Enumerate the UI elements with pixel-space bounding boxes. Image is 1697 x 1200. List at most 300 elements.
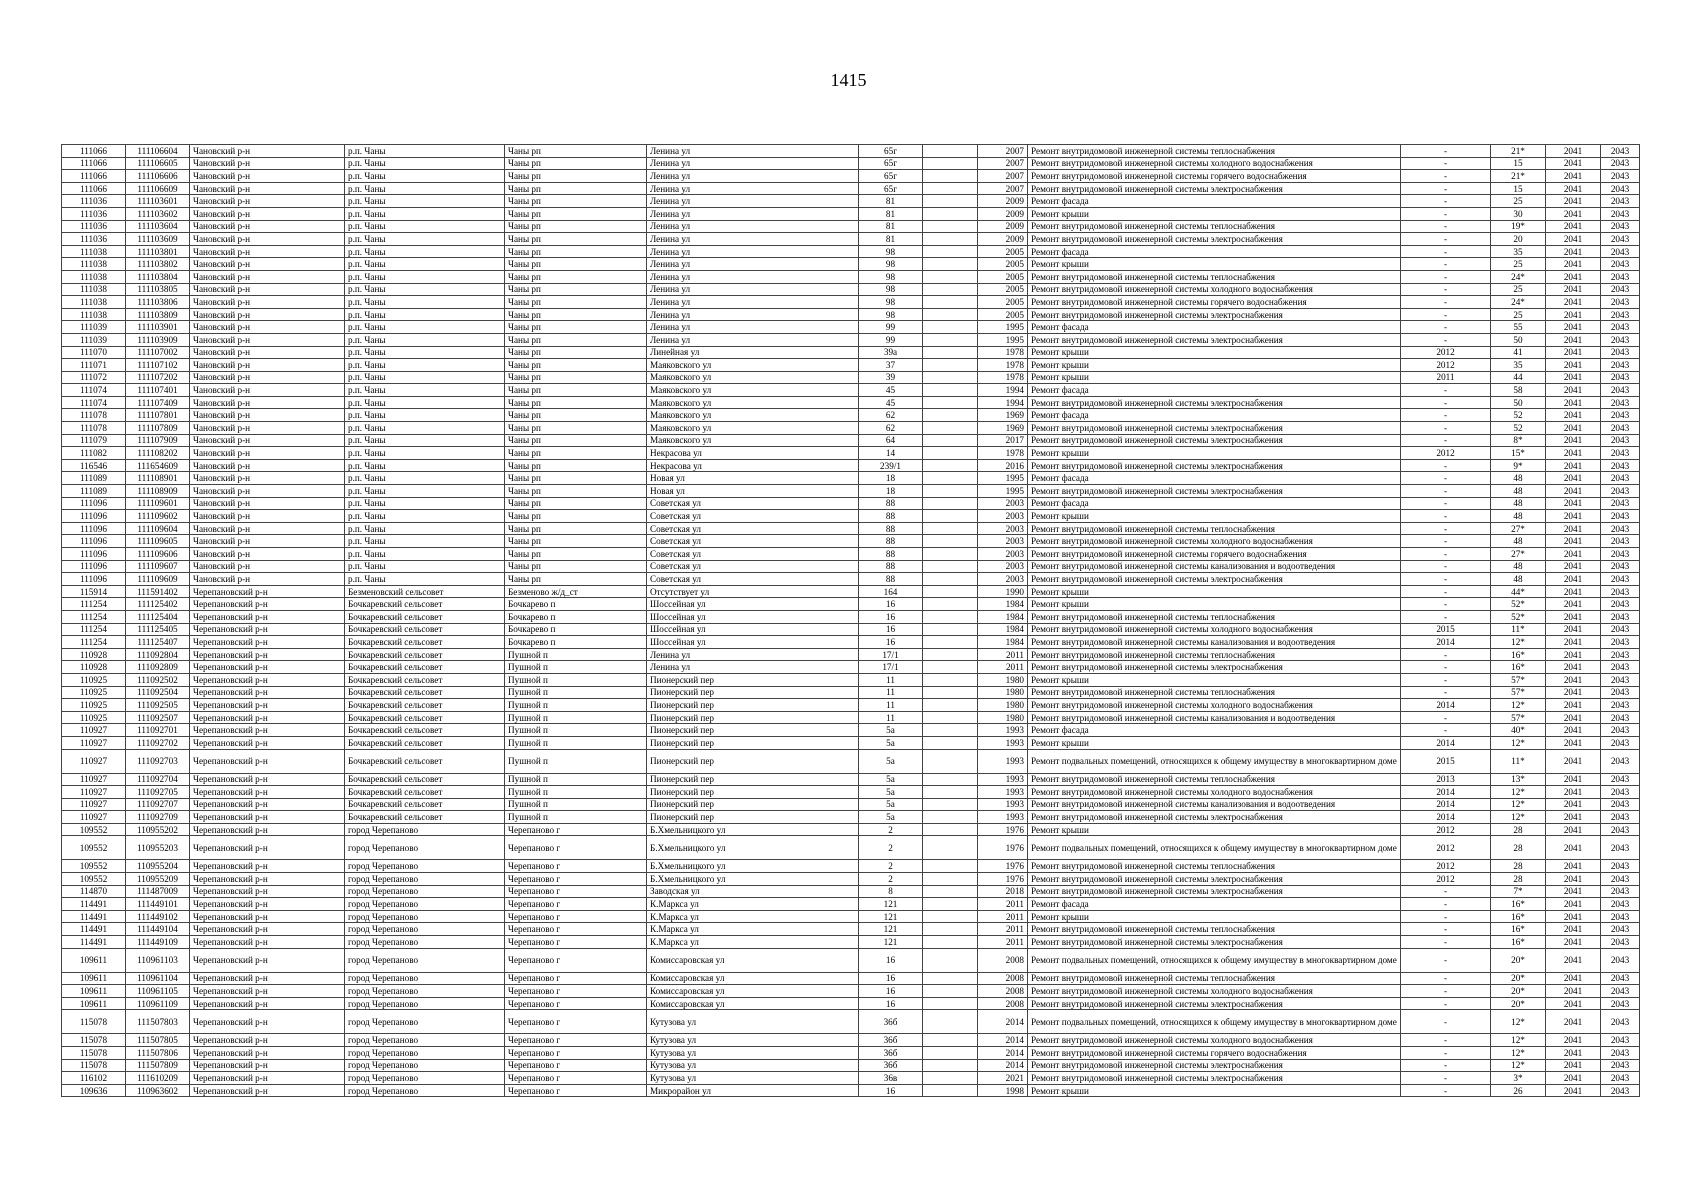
cell-work-type: Ремонт внутридомовой инженерной системы холодного водоснабжения (1028, 535, 1401, 548)
cell-house-number: 45 (859, 384, 923, 397)
cell-building-letter (923, 220, 978, 233)
table-row (62, 661, 1640, 674)
cell-municipality: р.п. Чаны (345, 535, 505, 548)
cell-district: Чановский р-н (190, 283, 345, 296)
cell-wear-percent: 12* (1491, 636, 1546, 649)
cell-building-letter (923, 384, 978, 397)
cell-last-repair-year: - (1401, 510, 1491, 523)
cell-building-letter (923, 145, 978, 158)
table-row (62, 811, 1640, 824)
table-row (62, 270, 1640, 283)
cell-street: Пионерский пер (647, 773, 859, 786)
cell-street: Кутузова ул (647, 1072, 859, 1085)
cell-wear-percent: 55 (1491, 321, 1546, 334)
cell-wear-percent: 28 (1491, 873, 1546, 886)
cell-settlement: Бочкарево п (505, 598, 647, 611)
cell-street: Советская ул (647, 573, 859, 586)
cell-building-id: 109611 (62, 948, 126, 972)
cell-plan-end-year: 2043 (1601, 522, 1640, 535)
cell-plan-start-year: 2041 (1546, 560, 1601, 573)
cell-wear-percent: 15 (1491, 157, 1546, 170)
cell-wear-percent: 7* (1491, 885, 1546, 898)
cell-district: Черепановский р-н (190, 623, 345, 636)
cell-work-type: Ремонт внутридомовой инженерной системы электроснабжения (1028, 1059, 1401, 1072)
cell-wear-percent: 16* (1491, 898, 1546, 911)
cell-work-id: 111092505 (126, 699, 190, 712)
cell-building-letter (923, 724, 978, 737)
table-row (62, 396, 1640, 409)
cell-year-built: 2005 (978, 296, 1028, 309)
cell-plan-end-year: 2043 (1601, 773, 1640, 786)
cell-house-number: 99 (859, 321, 923, 334)
table-row (62, 346, 1640, 359)
cell-district: Черепановский р-н (190, 823, 345, 836)
cell-last-repair-year: - (1401, 384, 1491, 397)
cell-work-id: 111103809 (126, 308, 190, 321)
table-row (62, 610, 1640, 623)
table-row (62, 220, 1640, 233)
cell-year-built: 2003 (978, 497, 1028, 510)
cell-work-id: 111125404 (126, 610, 190, 623)
cell-wear-percent: 28 (1491, 823, 1546, 836)
cell-building-letter (923, 673, 978, 686)
cell-work-id: 111109604 (126, 522, 190, 535)
cell-district: Чановский р-н (190, 346, 345, 359)
cell-house-number: 5а (859, 811, 923, 824)
cell-building-letter (923, 798, 978, 811)
cell-district: Черепановский р-н (190, 860, 345, 873)
table-row (62, 648, 1640, 661)
cell-work-type: Ремонт подвальных помещений, относящихся к общему имуществу в многоквартирном доме (1028, 836, 1401, 860)
cell-district: Черепановский р-н (190, 724, 345, 737)
cell-work-type: Ремонт внутридомовой инженерной системы холодного водоснабжения (1028, 623, 1401, 636)
cell-plan-start-year: 2041 (1546, 598, 1601, 611)
cell-year-built: 2016 (978, 459, 1028, 472)
cell-settlement: Чаны рп (505, 157, 647, 170)
cell-work-id: 111107409 (126, 396, 190, 409)
cell-street: Советская ул (647, 522, 859, 535)
cell-street: Советская ул (647, 548, 859, 561)
cell-wear-percent: 48 (1491, 560, 1546, 573)
cell-wear-percent: 20* (1491, 948, 1546, 972)
cell-plan-start-year: 2041 (1546, 258, 1601, 271)
cell-last-repair-year: - (1401, 948, 1491, 972)
cell-year-built: 2011 (978, 910, 1028, 923)
cell-building-letter (923, 598, 978, 611)
cell-settlement: Чаны рп (505, 296, 647, 309)
cell-work-id: 111108202 (126, 447, 190, 460)
cell-settlement: Безменово ж/д_ст (505, 585, 647, 598)
cell-work-type: Ремонт внутридомовой инженерной системы канализования и водоотведения (1028, 560, 1401, 573)
repair-schedule-table (61, 144, 1640, 1097)
cell-settlement: Черепаново г (505, 873, 647, 886)
cell-work-id: 111125405 (126, 623, 190, 636)
cell-municipality: город Черепаново (345, 948, 505, 972)
cell-work-id: 111109601 (126, 497, 190, 510)
cell-work-type: Ремонт крыши (1028, 598, 1401, 611)
cell-plan-start-year: 2041 (1546, 207, 1601, 220)
cell-last-repair-year: - (1401, 434, 1491, 447)
cell-plan-end-year: 2043 (1601, 422, 1640, 435)
cell-street: Маяковского ул (647, 422, 859, 435)
cell-year-built: 2014 (978, 1010, 1028, 1034)
cell-building-id: 109636 (62, 1084, 126, 1097)
cell-wear-percent: 24* (1491, 296, 1546, 309)
cell-settlement: Чаны рп (505, 497, 647, 510)
cell-year-built: 1969 (978, 409, 1028, 422)
cell-plan-end-year: 2043 (1601, 447, 1640, 460)
cell-district: Черепановский р-н (190, 948, 345, 972)
cell-district: Черепановский р-н (190, 786, 345, 799)
cell-building-letter (923, 661, 978, 674)
cell-year-built: 2008 (978, 948, 1028, 972)
cell-street: Ленина ул (647, 308, 859, 321)
cell-year-built: 2014 (978, 1034, 1028, 1047)
cell-work-id: 111107801 (126, 409, 190, 422)
cell-district: Чановский р-н (190, 321, 345, 334)
cell-wear-percent: 58 (1491, 384, 1546, 397)
table-row (62, 885, 1640, 898)
cell-wear-percent: 27* (1491, 522, 1546, 535)
cell-wear-percent: 16* (1491, 648, 1546, 661)
cell-district: Черепановский р-н (190, 636, 345, 649)
cell-work-type: Ремонт внутридомовой инженерной системы холодного водоснабжения (1028, 283, 1401, 296)
cell-house-number: 16 (859, 972, 923, 985)
cell-municipality: Бочкаревский сельсовет (345, 699, 505, 712)
cell-house-number: 239/1 (859, 459, 923, 472)
cell-work-type: Ремонт внутридомовой инженерной системы теплоснабжения (1028, 923, 1401, 936)
cell-wear-percent: 20 (1491, 233, 1546, 246)
cell-house-number: 36б (859, 1047, 923, 1060)
cell-building-letter (923, 749, 978, 773)
cell-municipality: Бочкаревский сельсовет (345, 610, 505, 623)
cell-municipality: р.п. Чаны (345, 346, 505, 359)
cell-district: Чановский р-н (190, 245, 345, 258)
table-row (62, 333, 1640, 346)
cell-house-number: 17/1 (859, 648, 923, 661)
cell-street: Советская ул (647, 497, 859, 510)
cell-district: Чановский р-н (190, 497, 345, 510)
cell-last-repair-year: - (1401, 923, 1491, 936)
cell-municipality: Бочкаревский сельсовет (345, 811, 505, 824)
cell-wear-percent: 24* (1491, 270, 1546, 283)
cell-building-letter (923, 1034, 978, 1047)
cell-building-id: 109552 (62, 873, 126, 886)
cell-plan-end-year: 2043 (1601, 948, 1640, 972)
cell-district: Чановский р-н (190, 384, 345, 397)
cell-work-type: Ремонт крыши (1028, 371, 1401, 384)
cell-plan-start-year: 2041 (1546, 447, 1601, 460)
cell-year-built: 2003 (978, 560, 1028, 573)
cell-building-letter (923, 548, 978, 561)
cell-building-letter (923, 308, 978, 321)
cell-street: Ленина ул (647, 220, 859, 233)
table-row (62, 245, 1640, 258)
cell-municipality: р.п. Чаны (345, 182, 505, 195)
cell-work-id: 110963602 (126, 1084, 190, 1097)
cell-district: Чановский р-н (190, 459, 345, 472)
cell-plan-start-year: 2041 (1546, 798, 1601, 811)
cell-house-number: 99 (859, 333, 923, 346)
cell-district: Чановский р-н (190, 485, 345, 498)
cell-house-number: 88 (859, 548, 923, 561)
cell-plan-start-year: 2041 (1546, 346, 1601, 359)
cell-settlement: Чаны рп (505, 182, 647, 195)
cell-plan-start-year: 2041 (1546, 497, 1601, 510)
cell-municipality: р.п. Чаны (345, 434, 505, 447)
cell-district: Чановский р-н (190, 145, 345, 158)
cell-year-built: 1995 (978, 472, 1028, 485)
cell-year-built: 1995 (978, 321, 1028, 334)
cell-building-letter (923, 485, 978, 498)
cell-plan-start-year: 2041 (1546, 535, 1601, 548)
table-row (62, 472, 1640, 485)
cell-building-id: 110927 (62, 724, 126, 737)
cell-house-number: 98 (859, 245, 923, 258)
cell-plan-start-year: 2041 (1546, 1010, 1601, 1034)
cell-year-built: 2009 (978, 233, 1028, 246)
cell-work-id: 111107401 (126, 384, 190, 397)
cell-work-id: 111103601 (126, 195, 190, 208)
cell-work-type: Ремонт внутридомовой инженерной системы теплоснабжения (1028, 220, 1401, 233)
cell-settlement: Черепаново г (505, 823, 647, 836)
cell-district: Черепановский р-н (190, 773, 345, 786)
cell-settlement: Пушной п (505, 786, 647, 799)
cell-building-id: 110928 (62, 648, 126, 661)
cell-work-id: 111107102 (126, 359, 190, 372)
cell-plan-end-year: 2043 (1601, 623, 1640, 636)
cell-wear-percent: 12* (1491, 736, 1546, 749)
cell-house-number: 5а (859, 798, 923, 811)
cell-plan-end-year: 2043 (1601, 1072, 1640, 1085)
cell-work-type: Ремонт фасада (1028, 898, 1401, 911)
cell-street: Отсутствует ул (647, 585, 859, 598)
cell-work-type: Ремонт внутридомовой инженерной системы теплоснабжения (1028, 860, 1401, 873)
cell-plan-end-year: 2043 (1601, 686, 1640, 699)
cell-work-id: 111092504 (126, 686, 190, 699)
cell-plan-end-year: 2043 (1601, 786, 1640, 799)
cell-street: Пионерский пер (647, 686, 859, 699)
cell-plan-start-year: 2041 (1546, 997, 1601, 1010)
cell-municipality: р.п. Чаны (345, 145, 505, 158)
cell-wear-percent: 21* (1491, 170, 1546, 183)
cell-work-id: 111103802 (126, 258, 190, 271)
cell-plan-end-year: 2043 (1601, 270, 1640, 283)
cell-work-type: Ремонт внутридомовой инженерной системы электроснабжения (1028, 873, 1401, 886)
cell-building-id: 109611 (62, 997, 126, 1010)
cell-work-id: 111109609 (126, 573, 190, 586)
cell-year-built: 2007 (978, 182, 1028, 195)
cell-building-id: 111066 (62, 157, 126, 170)
cell-settlement: Чаны рп (505, 207, 647, 220)
cell-year-built: 1995 (978, 485, 1028, 498)
cell-building-letter (923, 422, 978, 435)
cell-house-number: 88 (859, 560, 923, 573)
cell-work-id: 111610209 (126, 1072, 190, 1085)
cell-wear-percent: 28 (1491, 836, 1546, 860)
cell-district: Чановский р-н (190, 333, 345, 346)
cell-settlement: Черепаново г (505, 1084, 647, 1097)
cell-municipality: р.п. Чаны (345, 447, 505, 460)
cell-district: Черепановский р-н (190, 1084, 345, 1097)
cell-plan-end-year: 2043 (1601, 485, 1640, 498)
cell-work-type: Ремонт фасада (1028, 497, 1401, 510)
cell-work-id: 111125402 (126, 598, 190, 611)
cell-house-number: 62 (859, 409, 923, 422)
cell-plan-end-year: 2043 (1601, 636, 1640, 649)
cell-plan-end-year: 2043 (1601, 936, 1640, 949)
cell-plan-end-year: 2043 (1601, 472, 1640, 485)
cell-last-repair-year: - (1401, 898, 1491, 911)
cell-municipality: город Черепаново (345, 823, 505, 836)
cell-work-type: Ремонт внутридомовой инженерной системы электроснабжения (1028, 811, 1401, 824)
cell-plan-end-year: 2043 (1601, 823, 1640, 836)
cell-settlement: Чаны рп (505, 270, 647, 283)
cell-plan-start-year: 2041 (1546, 434, 1601, 447)
cell-building-letter (923, 359, 978, 372)
cell-work-id: 111103901 (126, 321, 190, 334)
cell-plan-end-year: 2043 (1601, 296, 1640, 309)
cell-wear-percent: 48 (1491, 472, 1546, 485)
cell-building-letter (923, 736, 978, 749)
cell-year-built: 1980 (978, 686, 1028, 699)
cell-plan-start-year: 2041 (1546, 371, 1601, 384)
cell-year-built: 2008 (978, 985, 1028, 998)
cell-house-number: 11 (859, 673, 923, 686)
cell-year-built: 1969 (978, 422, 1028, 435)
cell-work-id: 111103801 (126, 245, 190, 258)
cell-building-letter (923, 972, 978, 985)
cell-last-repair-year: - (1401, 686, 1491, 699)
table-row (62, 636, 1640, 649)
cell-last-repair-year: - (1401, 396, 1491, 409)
cell-work-type: Ремонт фасада (1028, 195, 1401, 208)
table-row (62, 686, 1640, 699)
cell-settlement: Чаны рп (505, 258, 647, 271)
cell-settlement: Пушной п (505, 686, 647, 699)
cell-building-letter (923, 1059, 978, 1072)
cell-plan-start-year: 2041 (1546, 985, 1601, 998)
cell-plan-start-year: 2041 (1546, 245, 1601, 258)
cell-plan-start-year: 2041 (1546, 610, 1601, 623)
cell-plan-start-year: 2041 (1546, 573, 1601, 586)
cell-district: Чановский р-н (190, 170, 345, 183)
cell-year-built: 2007 (978, 157, 1028, 170)
cell-building-letter (923, 1047, 978, 1060)
cell-work-type: Ремонт внутридомовой инженерной системы горячего водоснабжения (1028, 548, 1401, 561)
cell-work-id: 111106605 (126, 157, 190, 170)
cell-municipality: город Черепаново (345, 873, 505, 886)
cell-house-number: 88 (859, 510, 923, 523)
cell-building-id: 110927 (62, 736, 126, 749)
cell-year-built: 2005 (978, 308, 1028, 321)
cell-wear-percent: 12* (1491, 811, 1546, 824)
cell-district: Черепановский р-н (190, 749, 345, 773)
cell-street: Комиссаровская ул (647, 985, 859, 998)
cell-building-letter (923, 522, 978, 535)
cell-building-id: 114491 (62, 936, 126, 949)
cell-building-id: 111096 (62, 560, 126, 573)
cell-house-number: 5а (859, 749, 923, 773)
cell-work-type: Ремонт внутридомовой инженерной системы канализования и водоотведения (1028, 711, 1401, 724)
cell-work-id: 111092702 (126, 736, 190, 749)
cell-street: Ленина ул (647, 170, 859, 183)
cell-wear-percent: 30 (1491, 207, 1546, 220)
cell-house-number: 81 (859, 207, 923, 220)
cell-work-type: Ремонт внутридомовой инженерной системы теплоснабжения (1028, 648, 1401, 661)
cell-house-number: 16 (859, 997, 923, 1010)
cell-plan-end-year: 2043 (1601, 459, 1640, 472)
cell-house-number: 16 (859, 610, 923, 623)
cell-municipality: р.п. Чаны (345, 220, 505, 233)
cell-house-number: 81 (859, 220, 923, 233)
table-row (62, 623, 1640, 636)
cell-work-type: Ремонт крыши (1028, 359, 1401, 372)
cell-house-number: 37 (859, 359, 923, 372)
cell-wear-percent: 8* (1491, 434, 1546, 447)
table-row (62, 447, 1640, 460)
cell-work-type: Ремонт внутридомовой инженерной системы теплоснабжения (1028, 686, 1401, 699)
cell-settlement: Черепаново г (505, 885, 647, 898)
table-row (62, 485, 1640, 498)
cell-street: Пионерский пер (647, 811, 859, 824)
cell-work-id: 111092703 (126, 749, 190, 773)
cell-building-letter (923, 258, 978, 271)
cell-street: Шоссейная ул (647, 636, 859, 649)
cell-plan-end-year: 2043 (1601, 548, 1640, 561)
cell-house-number: 65г (859, 182, 923, 195)
cell-last-repair-year: 2011 (1401, 371, 1491, 384)
cell-plan-start-year: 2041 (1546, 1084, 1601, 1097)
cell-building-id: 109552 (62, 860, 126, 873)
cell-wear-percent: 19* (1491, 220, 1546, 233)
cell-plan-end-year: 2043 (1601, 396, 1640, 409)
table-row (62, 182, 1640, 195)
cell-settlement: Черепаново г (505, 1059, 647, 1072)
cell-plan-start-year: 2041 (1546, 948, 1601, 972)
cell-work-id: 111487009 (126, 885, 190, 898)
cell-street: Ленина ул (647, 333, 859, 346)
cell-year-built: 1976 (978, 873, 1028, 886)
cell-settlement: Чаны рп (505, 245, 647, 258)
cell-last-repair-year: 2014 (1401, 736, 1491, 749)
cell-plan-end-year: 2043 (1601, 359, 1640, 372)
cell-work-type: Ремонт внутридомовой инженерной системы холодного водоснабжения (1028, 1034, 1401, 1047)
cell-last-repair-year: 2014 (1401, 786, 1491, 799)
cell-municipality: р.п. Чаны (345, 233, 505, 246)
cell-district: Чановский р-н (190, 447, 345, 460)
cell-plan-start-year: 2041 (1546, 359, 1601, 372)
cell-street: Маяковского ул (647, 359, 859, 372)
cell-street: Комиссаровская ул (647, 948, 859, 972)
table-row (62, 459, 1640, 472)
cell-house-number: 14 (859, 447, 923, 460)
cell-street: Кутузова ул (647, 1047, 859, 1060)
table-row (62, 233, 1640, 246)
cell-house-number: 18 (859, 472, 923, 485)
cell-plan-end-year: 2043 (1601, 836, 1640, 860)
cell-wear-percent: 12* (1491, 786, 1546, 799)
cell-year-built: 1978 (978, 346, 1028, 359)
cell-street: Пионерский пер (647, 736, 859, 749)
cell-district: Черепановский р-н (190, 673, 345, 686)
cell-plan-end-year: 2043 (1601, 598, 1640, 611)
cell-settlement: Пушной п (505, 661, 647, 674)
cell-work-type: Ремонт крыши (1028, 910, 1401, 923)
cell-plan-end-year: 2043 (1601, 409, 1640, 422)
cell-work-id: 111092507 (126, 711, 190, 724)
cell-year-built: 2009 (978, 195, 1028, 208)
